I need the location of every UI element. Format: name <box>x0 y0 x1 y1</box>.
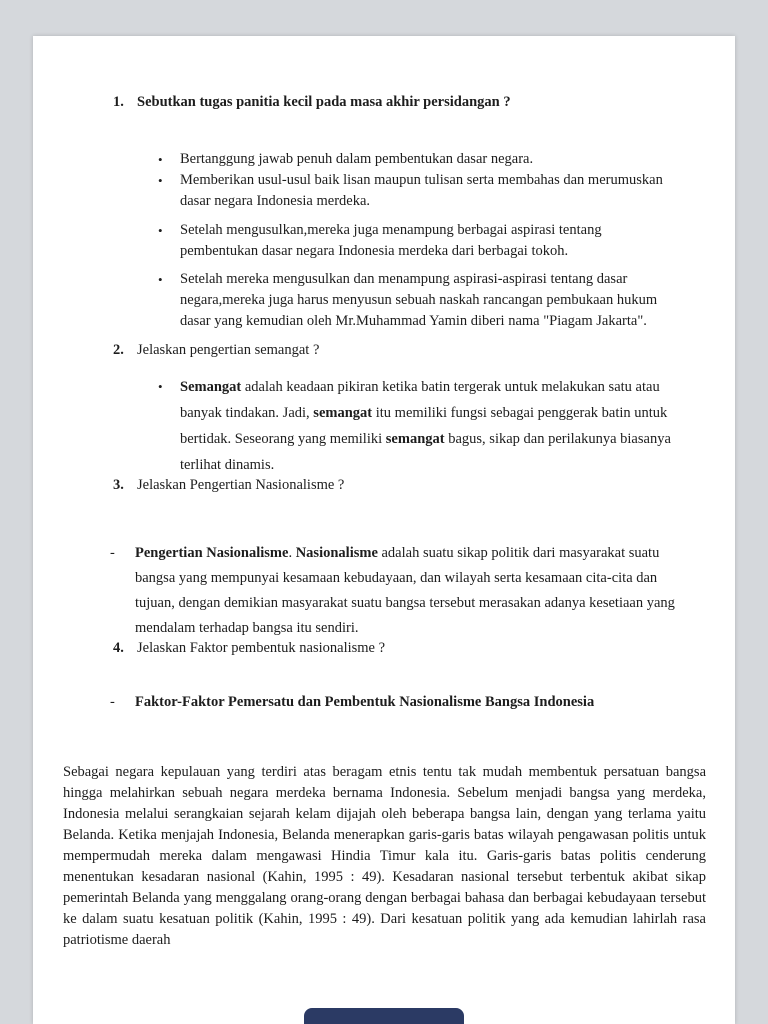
answer-text: Memberikan usul-usul baik lisan maupun tulisan serta membahas dan merumuskan dasar negara Indonesia merdeka. <box>180 172 663 209</box>
list-item <box>158 149 673 170</box>
dash-icon: - <box>110 694 115 710</box>
text-run: bagus, sikap dan perilakunya biasanya terlihat dinamis. <box>180 431 671 473</box>
question-1-title: Sebutkan tugas panitia kecil pada masa akhir persidangan ? <box>137 94 511 110</box>
question-4-title: Jelaskan Faktor pembentuk nasionalisme ? <box>137 640 386 656</box>
text-run: Nasionalisme <box>295 545 378 561</box>
question-3-heading <box>113 475 344 496</box>
question-2-heading <box>113 340 319 361</box>
question-2-title: Jelaskan pengertian semangat ? <box>137 342 320 358</box>
answer-text: Faktor-Faktor Pemersatu dan Pembentuk Nasionalisme Bangsa Indonesia <box>135 694 595 710</box>
list-item <box>158 269 678 332</box>
question-2-number: 2. <box>113 342 124 358</box>
text-run: adalah keadaan pikiran ketika batin tergerak untuk melakukan satu atau banyak tindakan. Jadi, <box>180 379 660 421</box>
question-3-title: Jelaskan Pengertian Nasionalisme ? <box>137 477 345 493</box>
question-4-heading <box>113 638 385 659</box>
answer-text: Bertanggung jawab penuh dalam pembentukan dasar negara. <box>180 151 534 167</box>
question-1-heading <box>113 92 511 113</box>
list-item <box>158 170 673 212</box>
bullet-icon: • <box>158 272 163 287</box>
answer-text <box>135 541 695 641</box>
bullet-icon: • <box>158 152 163 167</box>
bottom-floating-bar[interactable] <box>304 1008 464 1024</box>
list-item <box>158 220 673 262</box>
list-item <box>158 374 680 478</box>
question-4-number: 4. <box>113 640 124 656</box>
bullet-icon: • <box>158 223 163 238</box>
answer-text: Setelah mengusulkan,mereka juga menampung berbagai aspirasi tentang pembentukan dasar negara Indonesia merdeka dari berbagai tokoh. <box>180 222 602 259</box>
bullet-icon: • <box>158 173 163 188</box>
dash-icon: - <box>110 545 115 561</box>
text-run: Pengertian Nasionalisme <box>135 545 289 561</box>
text-run: . <box>288 545 296 561</box>
question-1-number: 1. <box>113 94 124 110</box>
question-3-number: 3. <box>113 477 124 493</box>
bullet-icon: • <box>158 379 163 394</box>
text-run: semangat <box>313 405 373 421</box>
text-run: itu memiliki fungsi sebagai penggerak batin untuk bertidak. Seseorang yang memiliki <box>180 405 668 447</box>
list-item <box>110 692 710 713</box>
text-run: adalah suatu sikap politik dari masyarakat suatu bangsa yang mempunyai kesamaan kebudayaan, dan wilayah serta kesamaan cita-cita dan tujuan, dengan demikian masyarakat suatu bangsa tersebut merasakan adanya kesetiaan yang mendalam terhadap bangsa itu sendiri. <box>135 545 675 636</box>
text-run: Semangat <box>180 379 242 395</box>
list-item <box>110 541 695 641</box>
closing-paragraph: Sebagai negara kepulauan yang terdiri atas beragam etnis tentu tak mudah membentuk persatuan bangsa hingga melahirkan sebuah negara merdeka bernama Indonesia. Sebelum menjadi bangsa yang merdeka, Indonesia melalui serangkaian sejarah kelam dijajah oleh beberapa bangsa lain, dengan yang terlama yaitu Belanda. Ketika menjajah Indonesia, Belanda menerapkan garis-garis batas wilayah pengawasan politis untuk mempermudah mereka dalam mengawasi Hindia Timur kala itu. Garis-garis batas politis cenderung menentukan kesadaran nasional (Kahin, 1995 : 49). Kesadaran nasional tersebut terbentuk akibat sikap pemerintah Belanda yang menggalang orang-orang dengan berbagai bahasa dan berbagai kebudayaan tersebut ke dalam suatu kesatuan politik (Kahin, 1995 : 49). Dari kesatuan politik yang ada kemudian lahirlah rasa patriotisme daerah <box>63 764 706 948</box>
text-run: semangat <box>385 431 445 447</box>
answer-text: Setelah mereka mengusulkan dan menampung aspirasi-aspirasi tentang dasar negara,mereka juga harus menyusun sebuah naskah rancangan pembukaan hukum dasar yang kemudian oleh Mr.Muhammad Yamin diberi nama "Piagam Jakarta". <box>180 271 658 329</box>
answer-text <box>180 374 680 478</box>
